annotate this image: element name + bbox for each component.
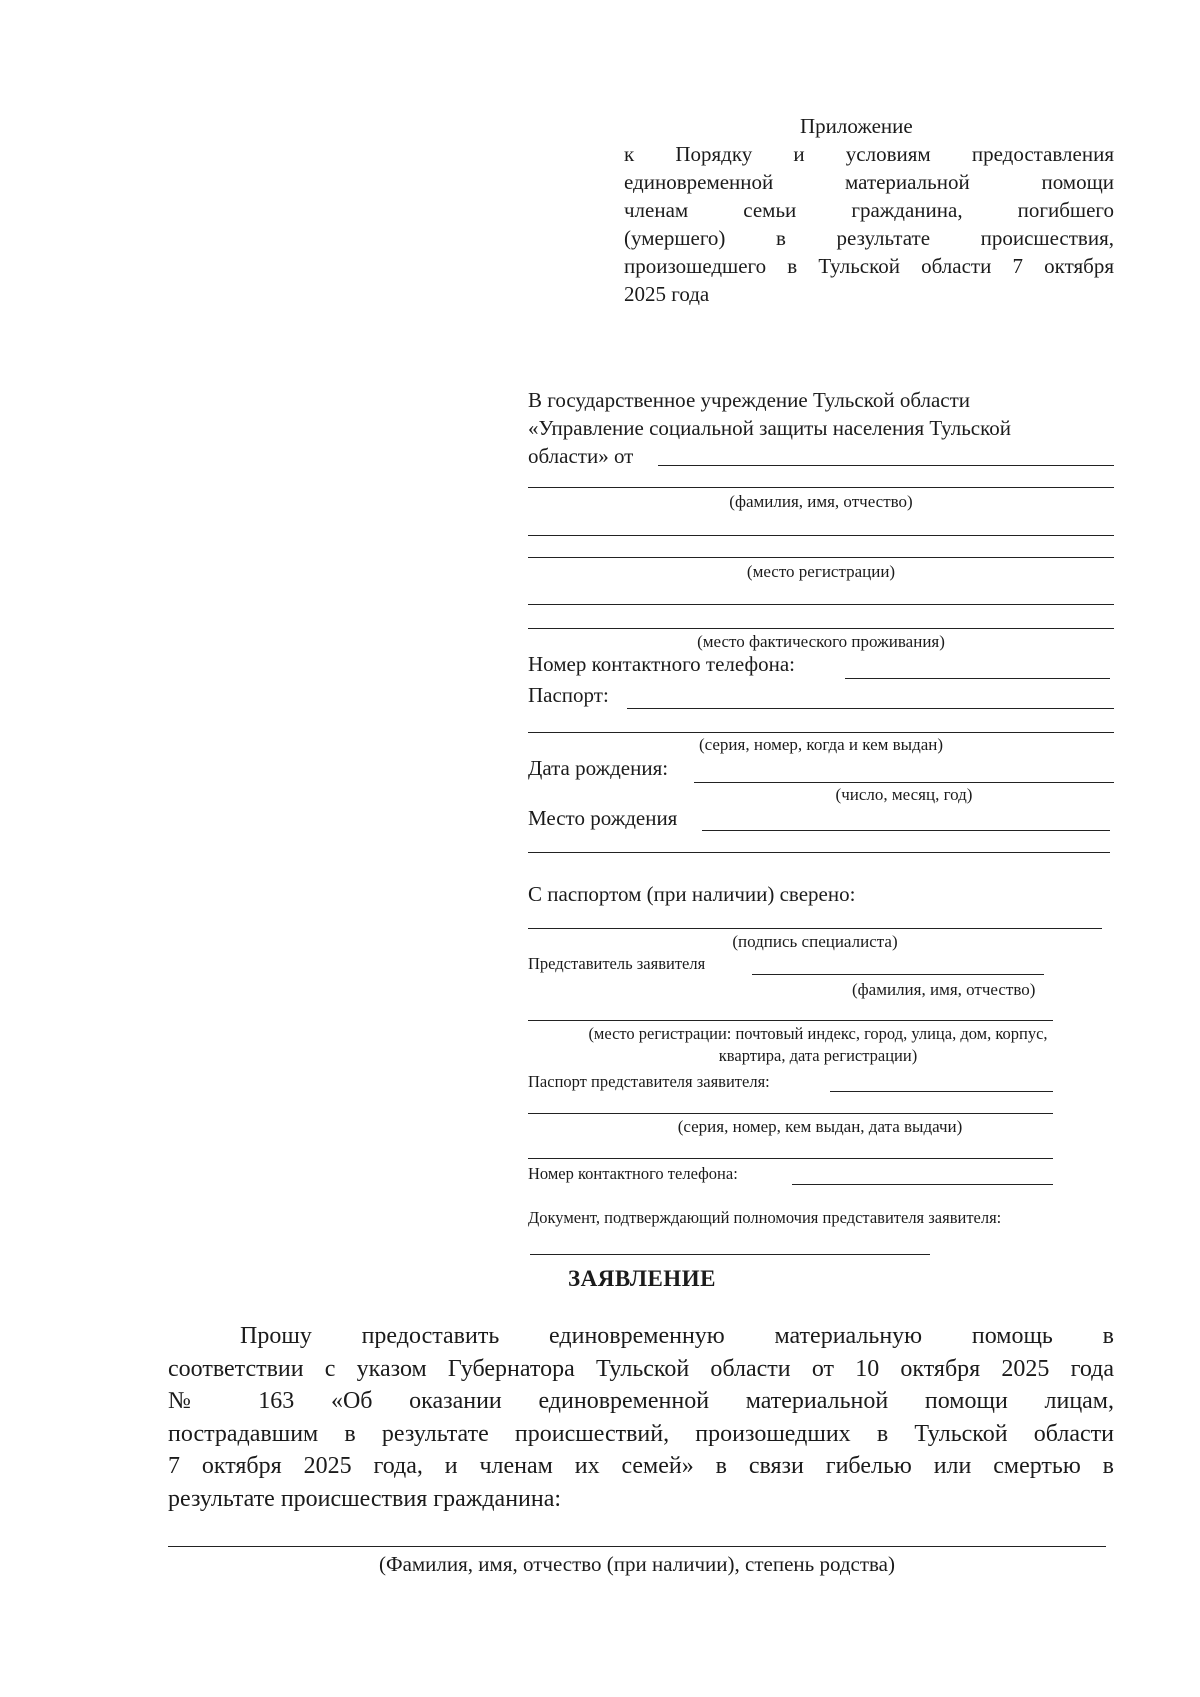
rep-phone-label: Номер контактного телефона: [528,1164,738,1183]
birth-place-field-2[interactable] [528,852,1110,853]
caption-rep-fio: (фамилия, имя, отчество) [852,980,1036,999]
rep-document-label: Документ, подтверждающий полномочия представителя заявителя: [528,1208,1002,1227]
addressee-line: области» от [528,444,634,468]
applicant-name-field-2[interactable] [528,487,1114,488]
caption-deceased: (Фамилия, имя, отчество (при наличии), степень родства) [378,1552,895,1576]
birth-place-field[interactable] [702,830,1110,831]
appendix-line: к Порядку и условиям предоставления [624,142,1114,166]
statement-line: 7 октября 2025 года, и членам их семей» в связи гибелью или смертью в [168,1453,1114,1479]
passport-label: Паспорт: [528,683,609,707]
statement-line: Прошу предоставить единовременную материальную помощь в [240,1323,1114,1349]
phone-label: Номер контактного телефона: [528,652,795,676]
statement-line: пострадавшим в результате происшествий, произошедших в Тульской области [168,1420,1114,1447]
phone-field[interactable] [845,678,1110,679]
statement-line: № 163 «Об оказании единовременной материальной помощи лицам, [168,1388,1114,1414]
birth-date-field[interactable] [694,782,1114,783]
registration-field[interactable] [528,535,1114,536]
statement-text [168,1320,1114,1515]
deceased-field[interactable] [168,1546,1106,1547]
rep-passport-field-2[interactable] [528,1113,1053,1114]
representative-label: Представитель заявителя [528,954,706,973]
statement-line: соответствии с указом Губернатора Тульской области от 10 октября 2025 года [168,1355,1114,1382]
rep-passport-field[interactable] [830,1091,1053,1092]
birth-place-label: Место рождения [528,806,678,830]
passport-field-2[interactable] [528,732,1114,733]
rep-registration-field[interactable] [528,1020,1053,1021]
passport-field[interactable] [627,708,1114,709]
birth-date-label: Дата рождения: [528,756,669,780]
verified-label: С паспортом (при наличии) сверено: [528,882,856,906]
appendix-line: произошедшего в Тульской области 7 октября [624,254,1114,278]
caption-birth-date: (число, месяц, год) [835,785,973,804]
addressee-block [528,386,1011,470]
applicant-name-field[interactable] [658,465,1114,466]
caption-registration: (место регистрации) [746,562,896,581]
residence-field[interactable] [528,604,1114,605]
registration-field-2[interactable] [528,557,1114,558]
rep-passport-label: Паспорт представителя заявителя: [528,1072,770,1091]
caption-fio: (фамилия, имя, отчество) [729,492,913,511]
caption-rep-registration-2: квартира, дата регистрации) [718,1046,918,1065]
specialist-signature-field[interactable] [528,928,1102,929]
addressee-line: В государственное учреждение Тульской области [528,388,971,412]
statement-line: результате происшествия гражданина: [168,1485,562,1512]
appendix-line: 2025 года [624,282,710,306]
rep-document-field[interactable] [530,1254,930,1255]
addressee-line: «Управление социальной защиты населения Тульской [528,416,1011,440]
caption-residence: (место фактического проживания) [697,632,945,651]
representative-field[interactable] [752,974,1044,975]
rep-passport-field-3[interactable] [528,1158,1053,1159]
statement-title: ЗАЯВЛЕНИЕ [568,1266,716,1291]
appendix-line: единовременной материальной помощи [624,170,1114,194]
residence-field-2[interactable] [528,628,1114,629]
appendix-title: Приложение [800,114,913,138]
caption-passport-details: (серия, номер, когда и кем выдан) [698,735,944,754]
rep-phone-field[interactable] [792,1184,1053,1185]
caption-rep-passport-details: (серия, номер, кем выдан, дата выдачи) [677,1117,963,1136]
caption-rep-registration-1: (место регистрации: почтовый индекс, город, улица, дом, корпус, [588,1024,1048,1043]
appendix-text [624,140,1114,308]
appendix-line: (умершего) в результате происшествия, [624,226,1114,250]
caption-specialist-signature: (подпись специалиста) [732,932,898,951]
appendix-line: членам семьи гражданина, погибшего [624,198,1114,222]
